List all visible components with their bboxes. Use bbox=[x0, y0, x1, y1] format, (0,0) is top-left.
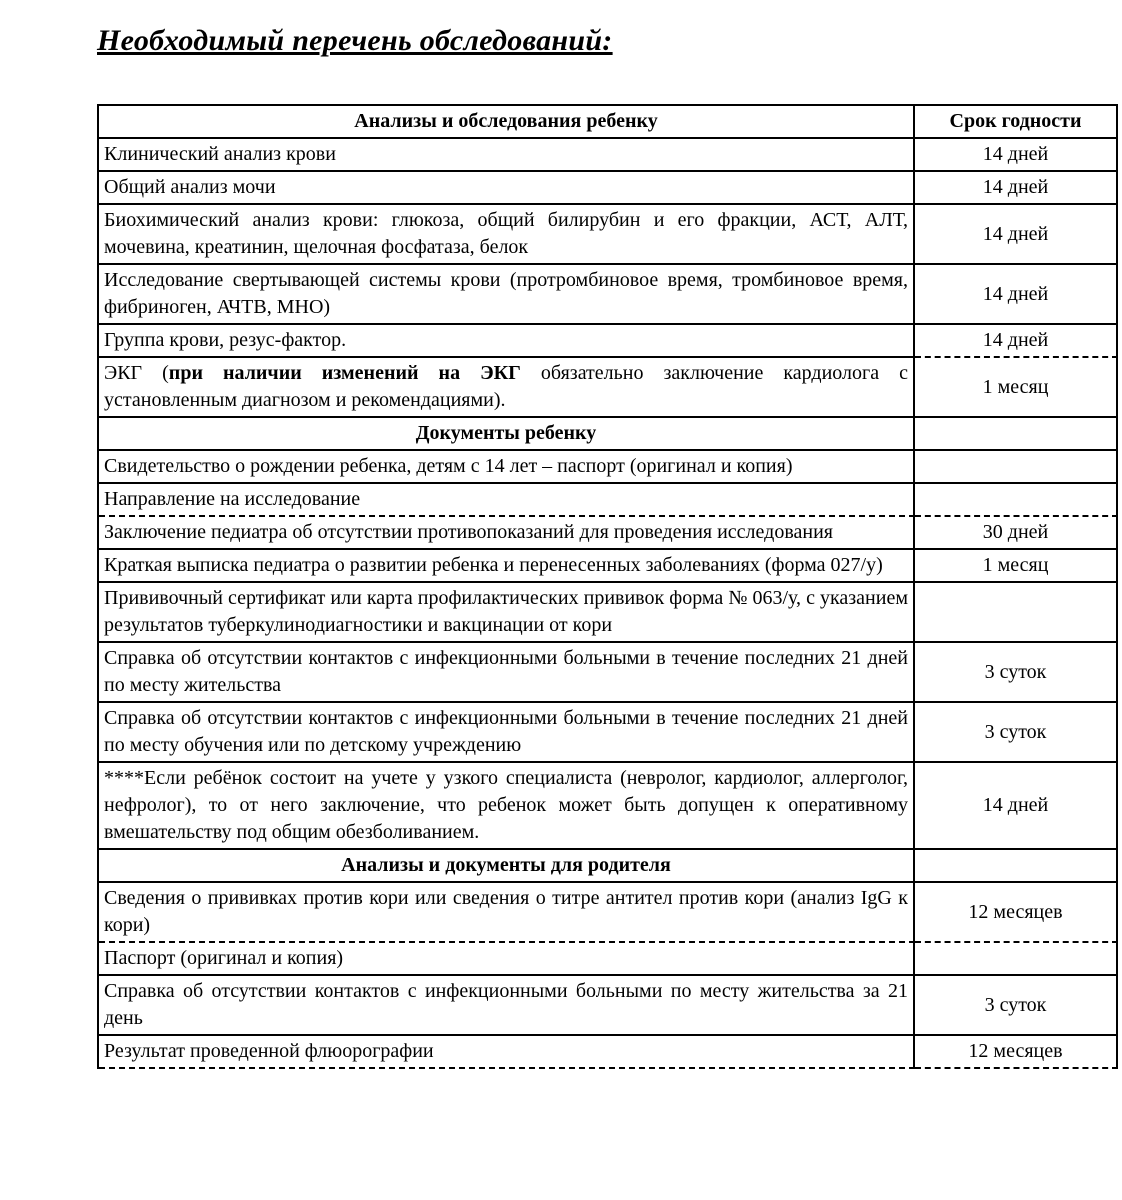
table-row bbox=[99, 451, 1118, 484]
text-segment: ЭКГ ( bbox=[104, 362, 169, 384]
validity-cell-empty bbox=[915, 484, 1118, 517]
test-name-cell: ****Если ребёнок состоит на учете у узкого специалиста (невролог, кардиолог, аллерголог, нефролог), то от него заключение, что ребенок может быть допущен к оперативному вмешательству под общим обезболиванием. bbox=[99, 763, 915, 850]
section-row bbox=[99, 418, 1118, 451]
validity-cell: 14 дней bbox=[915, 325, 1118, 358]
test-name-cell: Сведения о прививках против кори или сведения о титре антител против кори (анализ IgG к кори) bbox=[99, 883, 915, 943]
table-row bbox=[99, 976, 1118, 1036]
test-name-cell: Клинический анализ крови bbox=[99, 139, 915, 172]
table-row bbox=[99, 265, 1118, 325]
test-name-cell: Справка об отсутствии контактов с инфекционными больными в течение последних 21 дней по месту жительства bbox=[99, 643, 915, 703]
test-name-cell: Заключение педиатра об отсутствии противопоказаний для проведения исследования bbox=[99, 517, 915, 550]
test-name-cell: Направление на исследование bbox=[99, 484, 915, 517]
validity-cell-empty bbox=[915, 418, 1118, 451]
test-name-cell: Прививочный сертификат или карта профилактических прививок форма № 063/у, с указанием результатов туберкулинодиагностики и вакцинации от кори bbox=[99, 583, 915, 643]
validity-cell: 3 суток bbox=[915, 643, 1118, 703]
validity-cell: 14 дней bbox=[915, 172, 1118, 205]
validity-cell-empty bbox=[915, 451, 1118, 484]
section-header-child-documents: Документы ребенку bbox=[99, 418, 915, 451]
column-header-tests: Анализы и обследования ребенку bbox=[99, 106, 915, 139]
validity-cell-empty bbox=[915, 583, 1118, 643]
validity-cell: 12 месяцев bbox=[915, 1036, 1118, 1069]
test-name-cell: Паспорт (оригинал и копия) bbox=[99, 943, 915, 976]
test-name-cell: Свидетельство о рождении ребенка, детям с 14 лет – паспорт (оригинал и копия) bbox=[99, 451, 915, 484]
table-row bbox=[99, 943, 1118, 976]
validity-cell: 14 дней bbox=[915, 763, 1118, 850]
table-row bbox=[99, 358, 1118, 418]
test-name-cell: Справка об отсутствии контактов с инфекционными больными по месту жительства за 21 день bbox=[99, 976, 915, 1036]
validity-cell-empty bbox=[915, 850, 1118, 883]
section-header-parent-documents: Анализы и документы для родителя bbox=[99, 850, 915, 883]
validity-cell: 12 месяцев bbox=[915, 883, 1118, 943]
test-name-cell: Группа крови, резус-фактор. bbox=[99, 325, 915, 358]
column-header-validity: Срок годности bbox=[915, 106, 1118, 139]
table-row bbox=[99, 643, 1118, 703]
page-title: Необходимый перечень обследований: bbox=[97, 24, 613, 57]
table-row bbox=[99, 172, 1118, 205]
validity-cell: 14 дней bbox=[915, 139, 1118, 172]
table-row bbox=[99, 1036, 1118, 1069]
test-name-cell: Общий анализ мочи bbox=[99, 172, 915, 205]
validity-cell: 1 месяц bbox=[915, 550, 1118, 583]
table-row bbox=[99, 484, 1118, 517]
section-row bbox=[99, 850, 1118, 883]
table-row bbox=[99, 550, 1118, 583]
test-name-cell: Краткая выписка педиатра о развитии ребенка и перенесенных заболеваниях (форма 027/у) bbox=[99, 550, 915, 583]
table-header-row bbox=[99, 106, 1118, 139]
text-segment: обязательно заключение кардиолога с установленным диагнозом и рекомендациями). bbox=[104, 362, 908, 411]
test-name-cell: Биохимический анализ крови: глюкоза, общий билирубин и его фракции, АСТ, АЛТ, мочевина, креатинин, щелочная фосфатаза, белок bbox=[99, 205, 915, 265]
validity-cell: 1 месяц bbox=[915, 358, 1118, 418]
test-name-cell: Справка об отсутствии контактов с инфекционными больными в течение последних 21 дней по месту обучения или по детскому учреждению bbox=[99, 703, 915, 763]
validity-cell: 14 дней bbox=[915, 265, 1118, 325]
test-name-cell: Исследование свертывающей системы крови (протромбиновое время, тромбиновое время, фибриноген, АЧТВ, МНО) bbox=[99, 265, 915, 325]
validity-cell-empty bbox=[915, 943, 1118, 976]
table-row bbox=[99, 703, 1118, 763]
table-row bbox=[99, 139, 1118, 172]
test-name-cell bbox=[99, 358, 915, 418]
table-row bbox=[99, 205, 1118, 265]
validity-cell: 30 дней bbox=[915, 517, 1118, 550]
examinations-table bbox=[97, 104, 1118, 1069]
table-row bbox=[99, 517, 1118, 550]
table-row bbox=[99, 583, 1118, 643]
validity-cell: 3 суток bbox=[915, 976, 1118, 1036]
table-row bbox=[99, 883, 1118, 943]
validity-cell: 3 суток bbox=[915, 703, 1118, 763]
test-name-cell: Результат проведенной флюорографии bbox=[99, 1036, 915, 1069]
table-row bbox=[99, 325, 1118, 358]
table-row bbox=[99, 763, 1118, 850]
text-segment-bold: при наличии изменений на ЭКГ bbox=[168, 362, 521, 384]
validity-cell: 14 дней bbox=[915, 205, 1118, 265]
